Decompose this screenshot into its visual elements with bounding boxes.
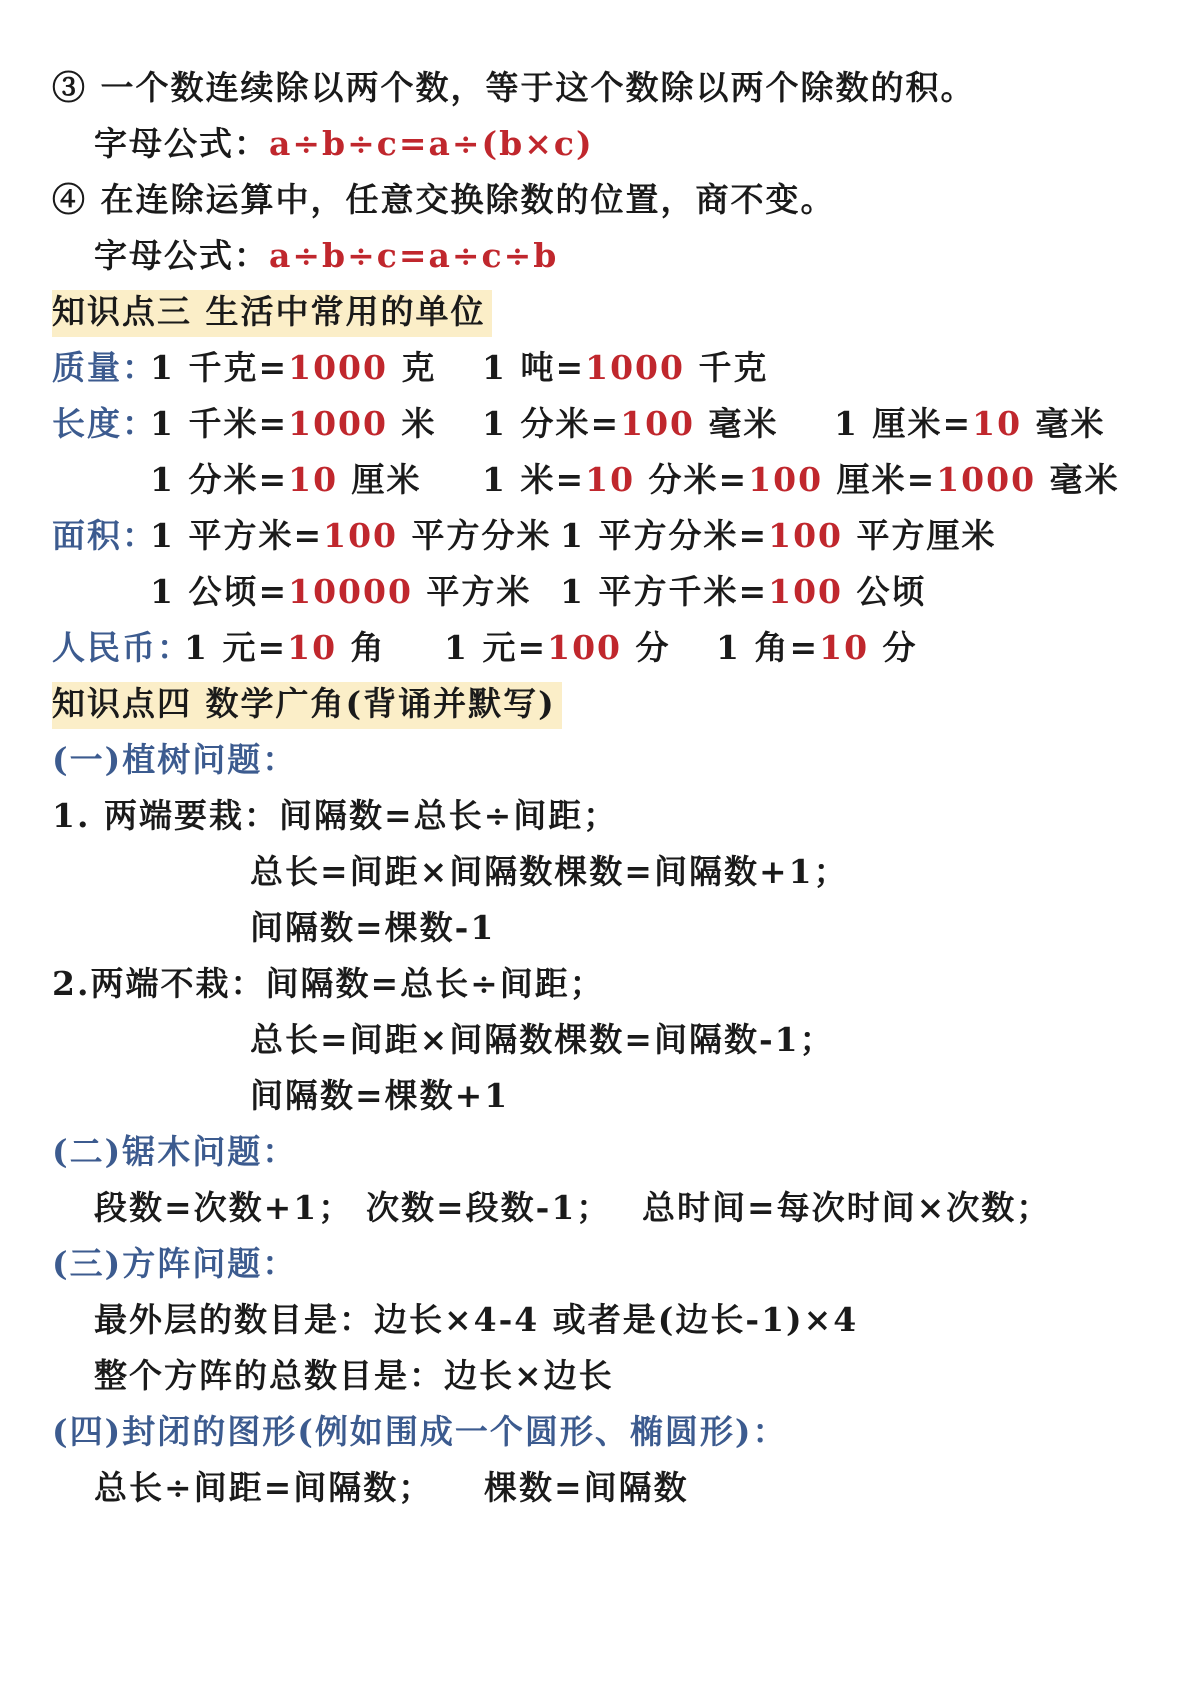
tree-heading: (一)植树问题： [52, 740, 298, 779]
section-4-title [52, 682, 562, 726]
section-title-highlight: 知识点三 生活中常用的单位 [52, 290, 492, 337]
closed-item-2: 棵数=间隔数 [484, 1468, 689, 1507]
saw-item-1: 段数=次数+1； [94, 1188, 354, 1227]
area-item-1: 1 平方米=100 平方分米 [150, 516, 552, 555]
section-3-title [52, 290, 492, 334]
square-line-1: 最外层的数目是：边长×4-4 或者是(边长-1)×4 [94, 1300, 859, 1339]
tree-case-2-line-2: 总长=间距×间隔数棵数=间隔数-1； [250, 1020, 835, 1059]
formula-label: 字母公式： [94, 236, 269, 275]
mass-row [52, 346, 1152, 390]
area-row-2 [52, 570, 1152, 614]
length-row-2 [52, 458, 1152, 502]
length-item-1: 1 千米=1000 米 [150, 404, 437, 443]
tree-case-1-line-2: 总长=间距×间隔数棵数=间隔数+1； [250, 852, 849, 891]
money-row [52, 626, 1152, 670]
tree-case-1-label: 1. 两端要栽： [52, 796, 279, 835]
tree-case-1-line-3: 间隔数=棵数-1 [250, 908, 496, 947]
closed-shape-row [52, 1466, 1152, 1510]
area-label: 面积： [52, 516, 157, 555]
rule-3-formula-row [94, 122, 594, 166]
square-line-2: 整个方阵的总数目是：边长×边长 [94, 1356, 614, 1395]
money-item-2: 1 元=100 分 [444, 628, 671, 667]
square-heading: (三)方阵问题： [52, 1244, 298, 1283]
rule-4-text: ④ 在连除运算中，任意交换除数的位置，商不变。 [52, 180, 836, 219]
mass-item-1: 1 千克=1000 克 [150, 348, 437, 387]
saw-heading: (二)锯木问题： [52, 1132, 298, 1171]
area-item-2: 1 平方分米=100 平方厘米 [560, 516, 997, 555]
formula-label: 字母公式： [94, 124, 269, 163]
tree-case-2-label: 2.两端不栽： [52, 964, 266, 1003]
tree-case-2-line-1: 间隔数=总长÷间距； [265, 964, 605, 1003]
section-title-highlight: 知识点四 数学广角(背诵并默写) [52, 682, 562, 729]
length-row-1 [52, 402, 1172, 446]
area-item-3: 1 公顷=10000 平方米 [150, 572, 532, 611]
tree-case-1-row [52, 794, 618, 838]
length-item-3: 1 厘米=10 毫米 [834, 404, 1106, 443]
money-label: 人民币： [52, 628, 192, 667]
tree-case-1-line-1: 间隔数=总长÷间距； [278, 796, 619, 835]
saw-item-2: 次数=段数-1； [366, 1188, 612, 1227]
formula: a÷b÷c=a÷c÷b [269, 236, 559, 275]
money-item-3: 1 角=10 分 [716, 628, 918, 667]
closed-shape-heading: (四)封闭的图形(例如围成一个圆形、椭圆形)： [52, 1412, 788, 1451]
tree-case-2-line-3: 间隔数=棵数+1 [250, 1076, 510, 1115]
mass-item-2: 1 吨=1000 千克 [482, 348, 769, 387]
length-label: 长度： [52, 404, 157, 443]
mass-label: 质量： [52, 348, 157, 387]
money-item-1: 1 元=10 角 [184, 628, 386, 667]
area-row-1 [52, 514, 1152, 558]
length-item-4: 1 分米=10 厘米 [150, 460, 422, 499]
closed-item-1: 总长÷间距=间隔数； [94, 1468, 434, 1507]
rule-4-formula-row [94, 234, 558, 278]
saw-item-3: 总时间=每次时间×次数； [642, 1188, 1052, 1227]
saw-row [52, 1186, 1152, 1230]
rule-3-text: ③ 一个数连续除以两个数，等于这个数除以两个除数的积。 [52, 68, 976, 107]
length-item-5: 1 米=10 分米=100 厘米=1000 毫米 [482, 460, 1120, 499]
length-item-2: 1 分米=100 毫米 [482, 404, 779, 443]
area-item-4: 1 平方千米=100 公顷 [560, 572, 927, 611]
tree-case-2-row [52, 962, 605, 1006]
formula: a÷b÷c=a÷(b×c) [269, 124, 594, 163]
